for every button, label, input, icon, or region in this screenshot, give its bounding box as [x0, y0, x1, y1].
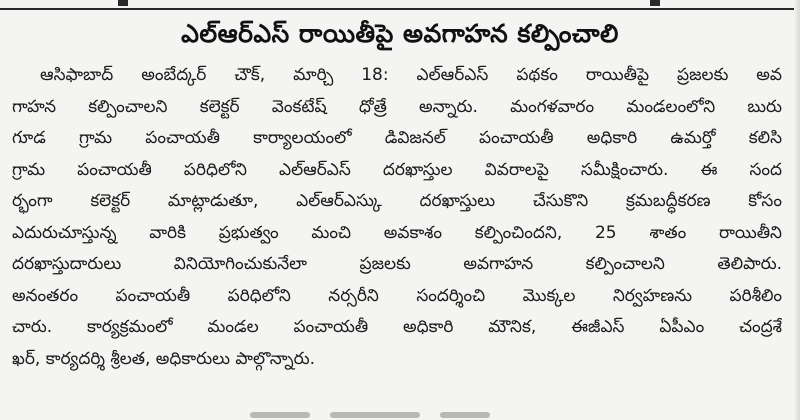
article-body: [12, 60, 782, 390]
cut-text-fragment: [440, 412, 490, 418]
cut-text-fragment: [330, 412, 420, 418]
body-line-7: దరఖాస్తుదారులు వినియోగించుకునేలా ప్రజలకు అవగాహన కల్పించాలని తెలిపారు.: [12, 254, 782, 274]
body-line-8: అనంతరం పంచాయతీ పరిధిలోని నర్సరీని సందర్శించి మొక్కల నిర్వహణను పరిశీలిం: [12, 285, 782, 306]
body-line-1: ఆసిఫాబాద్ అంబేద్కర్ చౌక్, మార్చి 18: ఎల్ఆర్ఎస్ పథకం రాయితీపై ప్రజలకు అవ: [40, 65, 782, 85]
body-line-5: ర్భంగా కలెక్టర్ మాట్లాడుతూ, ఎల్ఆర్ఎస్కు దరఖాస్తులు చేసుకొని క్రమబద్ధీకరణ కోసం: [12, 191, 782, 211]
headline: ఎల్ఆర్ఎస్ రాయితీపై అవగాహన కల్పించాలి: [181, 19, 619, 48]
body-line-10: ఖర్, కార్యదర్శి శ్రీలత, అధికారులు పాల్గొన్నారు.: [12, 348, 316, 369]
body-line-4: గ్రామ పంచాయతీ పరిధిలోని ఎల్ఆర్ఎస్ దరఖాస్తుల వివరాలపై సమీక్షించారు. ఈ సంద: [12, 159, 782, 180]
body-line-2: గాహన కల్పించాలని కలెక్టర్ వెంకటేష్ ధోత్రే అన్నారు. మంగళవారం మండలంలోని బురు: [12, 96, 782, 117]
body-line-3: గూడ గ్రామ పంచాయతీ కార్యాలయంలో డివిజనల్ పంచాయతీ అధికారి ఉమర్తో కలిసి: [12, 128, 782, 148]
next-article-cutoff: [0, 402, 800, 420]
cut-text-fragment: [250, 412, 310, 418]
headline-container: [0, 14, 800, 54]
top-rule: [0, 0, 800, 10]
rule-mark: [118, 0, 128, 6]
body-line-9: చారు. కార్యక్రమంలో మండల పంచాయతీ అధికారి మౌనిక, ఈజీఎస్ ఏపీఎం చంద్రశే: [12, 317, 782, 337]
body-line-6: ఎదురుచూస్తున్న వారికి ప్రభుత్వం మంచి అవకాశం కల్పించిందని, 25 శాతం రాయితీని: [12, 222, 782, 243]
page-edge-shadow: [794, 0, 800, 420]
rule-mark: [650, 0, 660, 6]
